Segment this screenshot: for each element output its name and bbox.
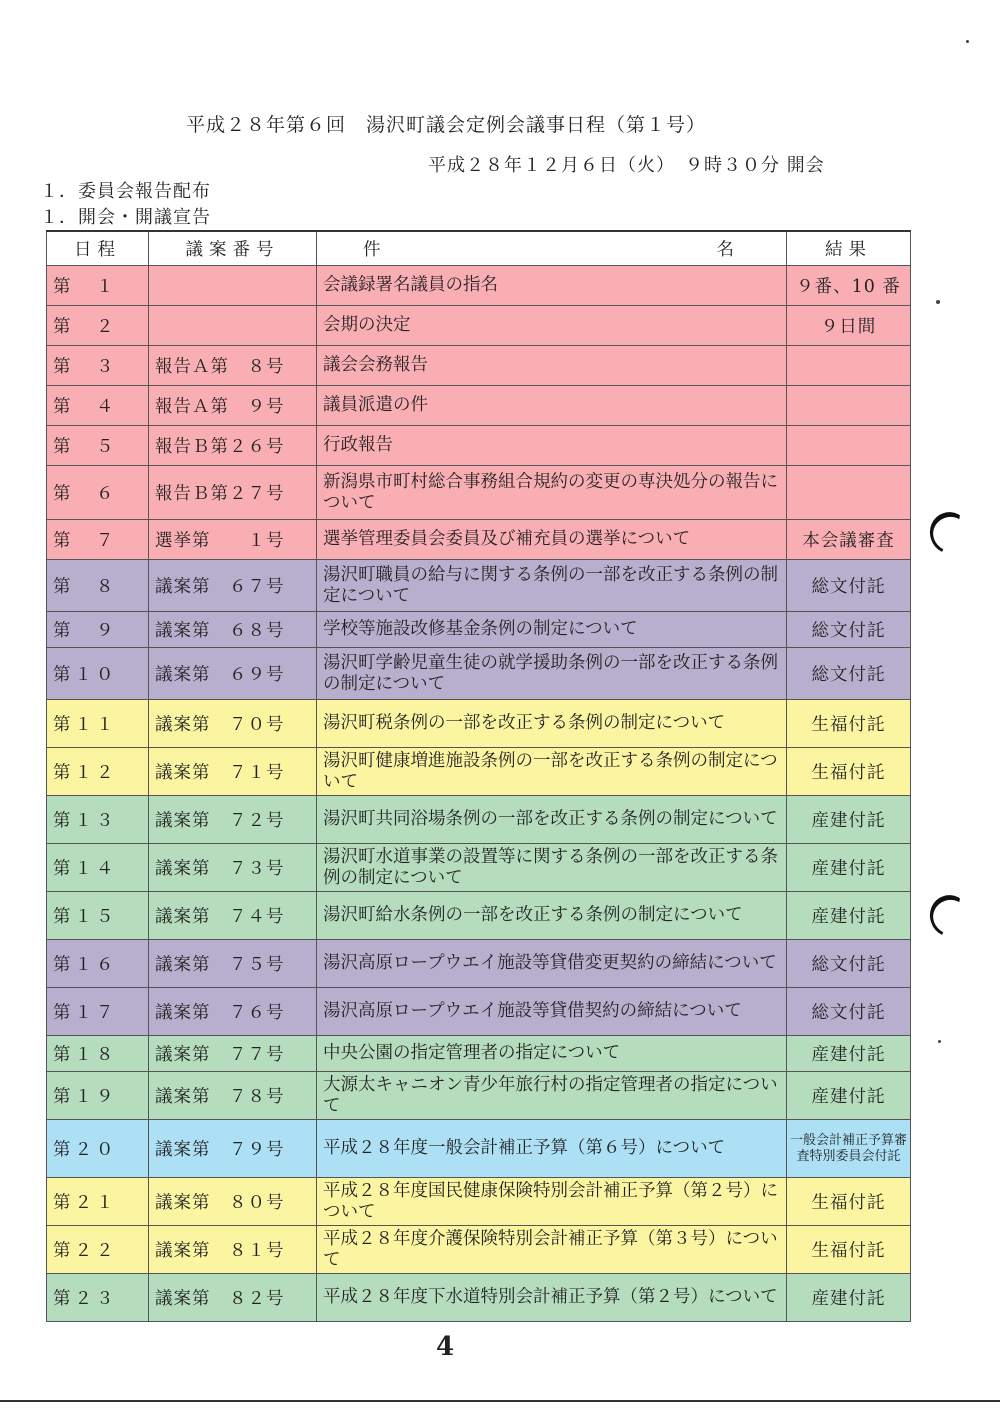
header-subject-b: 名 xyxy=(716,240,740,260)
table-row xyxy=(47,466,911,520)
agenda-day-cell: 第 ６ xyxy=(47,466,149,520)
subject-cell: 湯沢町健康増進施設条例の一部を改正する条例の制定について xyxy=(317,748,787,796)
agenda-day-cell: 第 ４ xyxy=(47,386,149,426)
subject-cell: 湯沢町職員の給与に関する条例の一部を改正する条例の制定について xyxy=(317,560,787,612)
table-row xyxy=(47,1274,911,1322)
bill-number-cell xyxy=(149,306,317,346)
table-row xyxy=(47,648,911,700)
bill-number-cell: 議案第 ７３号 xyxy=(149,844,317,892)
result-cell: 生福付託 xyxy=(787,700,911,748)
subject-cell: 新潟県市町村総合事務組合規約の変更の専決処分の報告について xyxy=(317,466,787,520)
subject-cell: 平成２８年度国民健康保険特別会計補正予算（第２号）について xyxy=(317,1178,787,1226)
bill-number-cell: 選挙第 １号 xyxy=(149,520,317,560)
bill-number-cell: 議案第 ７１号 xyxy=(149,748,317,796)
table-row xyxy=(47,520,911,560)
agenda-day-cell: 第２２ xyxy=(47,1226,149,1274)
scan-speck xyxy=(938,1040,941,1043)
table-row xyxy=(47,612,911,648)
subject-cell: 会議録署名議員の指名 xyxy=(317,266,787,306)
subject-cell: 湯沢町学齢児童生徒の就学援助条例の一部を改正する条例の制定について xyxy=(317,648,787,700)
bill-number-cell: 議案第 ７４号 xyxy=(149,892,317,940)
bottom-rule xyxy=(0,1400,1000,1402)
bill-number-cell: 議案第 ７０号 xyxy=(149,700,317,748)
header-subject-a: 件 xyxy=(363,240,387,260)
result-cell: 産建付託 xyxy=(787,1036,911,1072)
result-cell: 生福付託 xyxy=(787,1178,911,1226)
preamble-item: １．委員会報告配布 xyxy=(40,181,211,202)
scan-speck xyxy=(936,300,940,304)
result-cell xyxy=(787,426,911,466)
punch-hole-mark xyxy=(924,506,976,559)
agenda-day-cell: 第２０ xyxy=(47,1120,149,1178)
bill-number-cell: 議案第 ６７号 xyxy=(149,560,317,612)
table-row xyxy=(47,346,911,386)
result-cell: 本会議審査 xyxy=(787,520,911,560)
page-number: 4 xyxy=(436,1332,455,1362)
table-row xyxy=(47,1036,911,1072)
bill-number-cell: 報告Ａ第 ８号 xyxy=(149,346,317,386)
table-row xyxy=(47,1120,911,1178)
bill-number-cell: 議案第 ８１号 xyxy=(149,1226,317,1274)
result-cell: 総文付託 xyxy=(787,940,911,988)
result-cell: 生福付託 xyxy=(787,748,911,796)
agenda-day-cell: 第１０ xyxy=(47,648,149,700)
table-row xyxy=(47,560,911,612)
bill-number-cell: 議案第 ８０号 xyxy=(149,1178,317,1226)
document-title: 平成２８年第６回 湯沢町議会定例会議事日程（第１号） xyxy=(186,114,707,136)
agenda-day-cell: 第２１ xyxy=(47,1178,149,1226)
table-row xyxy=(47,940,911,988)
subject-cell: 平成２８年度一般会計補正予算（第６号）について xyxy=(317,1120,787,1178)
bill-number-cell: 議案第 ７５号 xyxy=(149,940,317,988)
header-subject xyxy=(317,231,787,266)
bill-number-cell: 報告Ｂ第２６号 xyxy=(149,426,317,466)
meeting-date: 平成２８年１２月６日（火） ９時３０分 開会 xyxy=(428,155,825,176)
agenda-day-cell: 第 ５ xyxy=(47,426,149,466)
agenda-day-cell: 第 ７ xyxy=(47,520,149,560)
agenda-day-cell: 第 ２ xyxy=(47,306,149,346)
subject-cell: 湯沢町税条例の一部を改正する条例の制定について xyxy=(317,700,787,748)
result-cell: 総文付託 xyxy=(787,648,911,700)
subject-cell: 議員派遣の件 xyxy=(317,386,787,426)
table-row xyxy=(47,700,911,748)
result-cell: 産建付託 xyxy=(787,796,911,844)
table-row xyxy=(47,266,911,306)
bill-number-cell: 議案第 ８２号 xyxy=(149,1274,317,1322)
subject-cell: 大源太キャニオン青少年旅行村の指定管理者の指定について xyxy=(317,1072,787,1120)
subject-cell: 選挙管理委員会委員及び補充員の選挙について xyxy=(317,520,787,560)
table-row xyxy=(47,1226,911,1274)
result-cell: 産建付託 xyxy=(787,1274,911,1322)
table-row xyxy=(47,1178,911,1226)
result-cell xyxy=(787,346,911,386)
agenda-day-cell: 第１８ xyxy=(47,1036,149,1072)
table-row xyxy=(47,844,911,892)
subject-cell: 議会会務報告 xyxy=(317,346,787,386)
subject-cell: 平成２８年度介護保険特別会計補正予算（第３号）について xyxy=(317,1226,787,1274)
bill-number-cell: 議案第 ７８号 xyxy=(149,1072,317,1120)
table-row xyxy=(47,306,911,346)
table-row xyxy=(47,426,911,466)
result-cell xyxy=(787,386,911,426)
bill-number-cell: 議案第 ７６号 xyxy=(149,988,317,1036)
result-cell: 生福付託 xyxy=(787,1226,911,1274)
agenda-body xyxy=(47,266,911,1322)
subject-cell: 湯沢町水道事業の設置等に関する条例の一部を改正する条例の制定について xyxy=(317,844,787,892)
agenda-day-cell: 第１６ xyxy=(47,940,149,988)
bill-number-cell: 議案第 ７２号 xyxy=(149,796,317,844)
result-cell: 産建付託 xyxy=(787,844,911,892)
subject-cell: 湯沢町給水条例の一部を改正する条例の制定について xyxy=(317,892,787,940)
table-header-row xyxy=(47,231,911,266)
bill-number-cell: 議案第 ７７号 xyxy=(149,1036,317,1072)
bill-number-cell xyxy=(149,266,317,306)
subject-cell: 湯沢高原ロープウエイ施設等貸借契約の締結について xyxy=(317,988,787,1036)
subject-cell: 中央公園の指定管理者の指定について xyxy=(317,1036,787,1072)
agenda-day-cell: 第２３ xyxy=(47,1274,149,1322)
bill-number-cell: 議案第 ６９号 xyxy=(149,648,317,700)
header-number: 議案番号 xyxy=(149,231,317,266)
agenda-day-cell: 第１４ xyxy=(47,844,149,892)
table-row xyxy=(47,988,911,1036)
preamble-item: １．開会・開議宣告 xyxy=(40,207,211,228)
agenda-day-cell: 第１７ xyxy=(47,988,149,1036)
agenda-table xyxy=(46,230,911,1322)
agenda-day-cell: 第１２ xyxy=(47,748,149,796)
header-day: 日程 xyxy=(47,231,149,266)
agenda-day-cell: 第１３ xyxy=(47,796,149,844)
subject-cell: 行政報告 xyxy=(317,426,787,466)
agenda-day-cell: 第 ９ xyxy=(47,612,149,648)
result-cell: ９番、10 番 xyxy=(787,266,911,306)
bill-number-cell: 議案第 ７９号 xyxy=(149,1120,317,1178)
result-cell: ９日間 xyxy=(787,306,911,346)
result-cell: 総文付託 xyxy=(787,988,911,1036)
result-cell: 総文付託 xyxy=(787,560,911,612)
bill-number-cell: 報告Ａ第 ９号 xyxy=(149,386,317,426)
subject-cell: 会期の決定 xyxy=(317,306,787,346)
table-row xyxy=(47,386,911,426)
agenda-day-cell: 第１９ xyxy=(47,1072,149,1120)
result-cell: 産建付託 xyxy=(787,1072,911,1120)
subject-cell: 湯沢高原ロープウエイ施設等貸借変更契約の締結について xyxy=(317,940,787,988)
result-cell xyxy=(787,466,911,520)
table-row xyxy=(47,748,911,796)
result-cell: 一般会計補正予算審査特別委員会付託 xyxy=(787,1120,911,1178)
table-row xyxy=(47,796,911,844)
table-row xyxy=(47,892,911,940)
result-cell: 総文付託 xyxy=(787,612,911,648)
punch-hole-mark xyxy=(924,889,976,942)
bill-number-cell: 議案第 ６８号 xyxy=(149,612,317,648)
subject-cell: 湯沢町共同浴場条例の一部を改正する条例の制定について xyxy=(317,796,787,844)
header-result: 結果 xyxy=(787,231,911,266)
table-row xyxy=(47,1072,911,1120)
agenda-day-cell: 第１５ xyxy=(47,892,149,940)
subject-cell: 平成２８年度下水道特別会計補正予算（第２号）について xyxy=(317,1274,787,1322)
bill-number-cell: 報告Ｂ第２７号 xyxy=(149,466,317,520)
agenda-day-cell: 第 ３ xyxy=(47,346,149,386)
subject-cell: 学校等施設改修基金条例の制定について xyxy=(317,612,787,648)
agenda-day-cell: 第 ８ xyxy=(47,560,149,612)
agenda-day-cell: 第１１ xyxy=(47,700,149,748)
agenda-day-cell: 第 １ xyxy=(47,266,149,306)
scan-speck xyxy=(966,40,969,43)
result-cell: 産建付託 xyxy=(787,892,911,940)
